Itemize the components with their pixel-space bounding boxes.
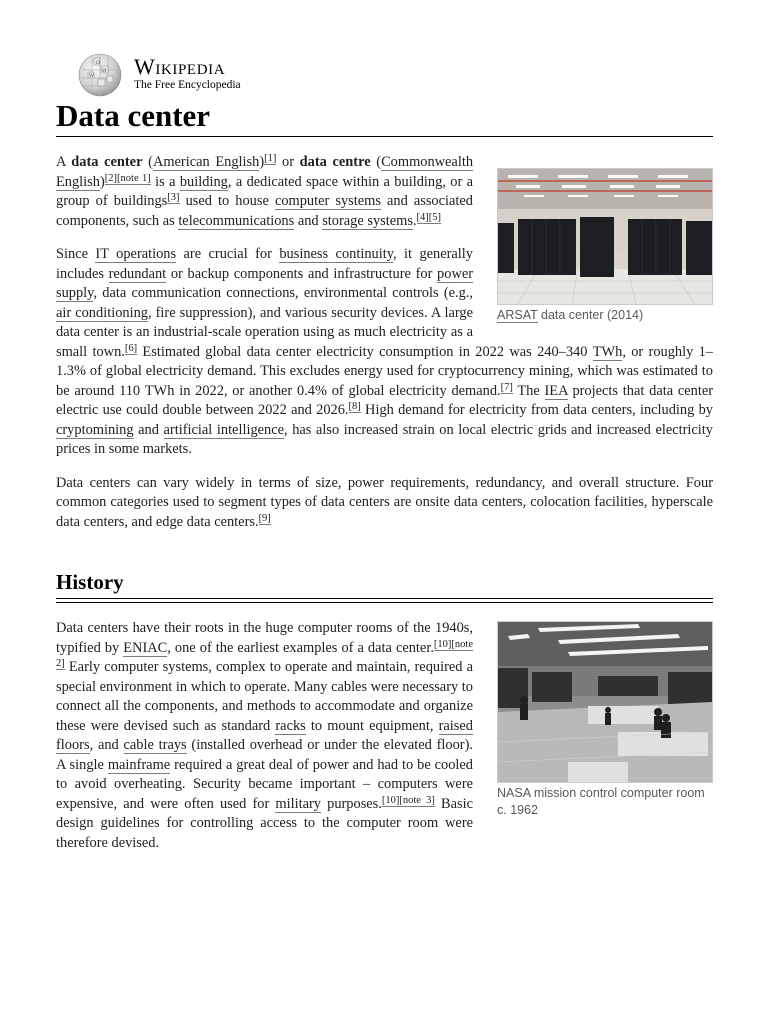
link-iea[interactable]: IEA [544,382,568,399]
link-racks[interactable]: racks [275,717,306,734]
wordmark-subtitle: The Free Encyclopedia [134,79,241,91]
link-american-english[interactable]: American English [152,154,260,170]
svg-text:W: W [89,73,95,79]
link-arsat[interactable]: ARSAT [497,308,538,322]
wikipedia-globe-icon[interactable] [74,52,126,98]
intro-paragraph-2: Since IT operations are crucial for business continuity, it generally includes redundant or backup components and infrastructure for power supply, data communication connections, environmental controls (e.g., air conditioning, fire suppression), and various security devices. A large data center is an industrial-scale operation using as much electricity as a small town.[6] Estimated global data center electricity consumption in 2022 was 240–340 TWh, or roughly 1–1.3% of global electricity demand. This excludes energy used for cryptocurrency mining, which was estimated to be around 110 TWh in 2022, or another 0.4% of global electricity demand.[7] The IEA projects that data center electric use could double between 2022 and 2026.[8] High demand for electricity from data centers, including by cryptomining and artificial intelligence, has also increased strain on local electric grids and increased electricity prices in some markets. [56,246,713,457]
figure-arsat [497,168,713,324]
citation[interactable]: [8] [348,401,361,412]
link-air-conditioning[interactable]: air conditioning [56,304,148,321]
citation[interactable]: [10][note 2] [56,638,473,669]
link-cryptomining[interactable]: cryptomining [56,421,134,438]
intro-paragraph-1: A data center (American English)[1] or data centre (Commonwealth English)[2][note 1] is a building, a dedicated space within a building, or a group of buildings[3] used to house computer systems and associated components, such as telecommunications and storage systems.[4][5] [56,153,474,229]
citation[interactable]: [9] [258,512,271,524]
citation[interactable]: [2][note 1] [104,172,151,184]
citation[interactable]: [10][note 3] [381,794,435,806]
link-artificial-intelligence[interactable]: artificial intelligence [163,421,284,438]
link-mainframe[interactable]: mainframe [107,756,171,773]
link-building[interactable]: building [179,173,228,190]
link-storage-systems[interactable]: storage systems [322,212,413,229]
figure-caption: ARSAT data center (2014) [497,308,644,322]
link-computer-systems[interactable]: computer systems [274,193,381,209]
svg-text:Ω: Ω [96,60,101,66]
nasa-computer-room-photo[interactable] [497,621,713,783]
intro-paragraph-3: Data centers can vary widely in terms of size, power requirements, redundancy, and overall structure. Four common categories used to segment types of data centers are onsite data centers, colocation facilities, hyperscale data centers, and edge data centers.[9] [56,474,713,530]
link-military[interactable]: military [275,795,321,812]
article-body [56,153,713,867]
link-redundant[interactable]: redundant [108,265,167,282]
citation[interactable]: [6] [124,342,138,354]
citation[interactable]: [4][5] [416,211,442,223]
link-it-operations[interactable]: IT operations [95,246,177,262]
figure-nasa [497,621,713,819]
citation[interactable]: [7] [500,381,513,393]
history-paragraph-1: Data centers have their roots in the huge computer rooms of the 1940s, typified by ENIAC, one of the earliest examples of a data center.[10][note 2] Early computer systems, complex to operate and maintain, required a special environment in which to operate. Many cables were necessary to connect all the components, and methods to accommodate and organize these were devised such as standard racks to mount equipment, raised floors, and cable trays (installed overhead or under the elevated floor). A single mainframe required a great deal of power and had to be cooled to avoid overheating. Security became important – computers were expensive, and were often used for military purposes.[10][note 3] Basic design guidelines for controlling access to the computer room were therefore devised. [56,620,473,851]
wordmark-title: Wikipedia [134,54,226,79]
link-power-supply[interactable]: power supply [56,265,474,301]
link-twh[interactable]: TWh [592,343,623,360]
bold-term: data centre [299,154,371,170]
bold-term: data center [71,154,143,170]
data-center-photo[interactable] [497,168,713,305]
figure-caption: NASA mission control computer room c. 1962 [497,786,705,817]
link-commonwealth-english[interactable]: Commonwealth English [56,154,474,190]
svg-text:И: И [102,68,107,74]
link-business-continuity[interactable]: business continuity [279,246,393,262]
page-title: Data center [56,96,713,137]
link-raised-floors[interactable]: raised floors [56,717,473,753]
wordmark[interactable] [134,56,241,92]
section-heading-history: History [56,568,713,599]
citation[interactable]: [3] [167,192,180,203]
citation[interactable]: [1] [264,153,277,164]
link-eniac[interactable]: ENIAC [123,639,168,656]
link-telecommunications[interactable]: telecommunications [178,212,295,229]
link-cable-trays[interactable]: cable trays [123,737,187,753]
